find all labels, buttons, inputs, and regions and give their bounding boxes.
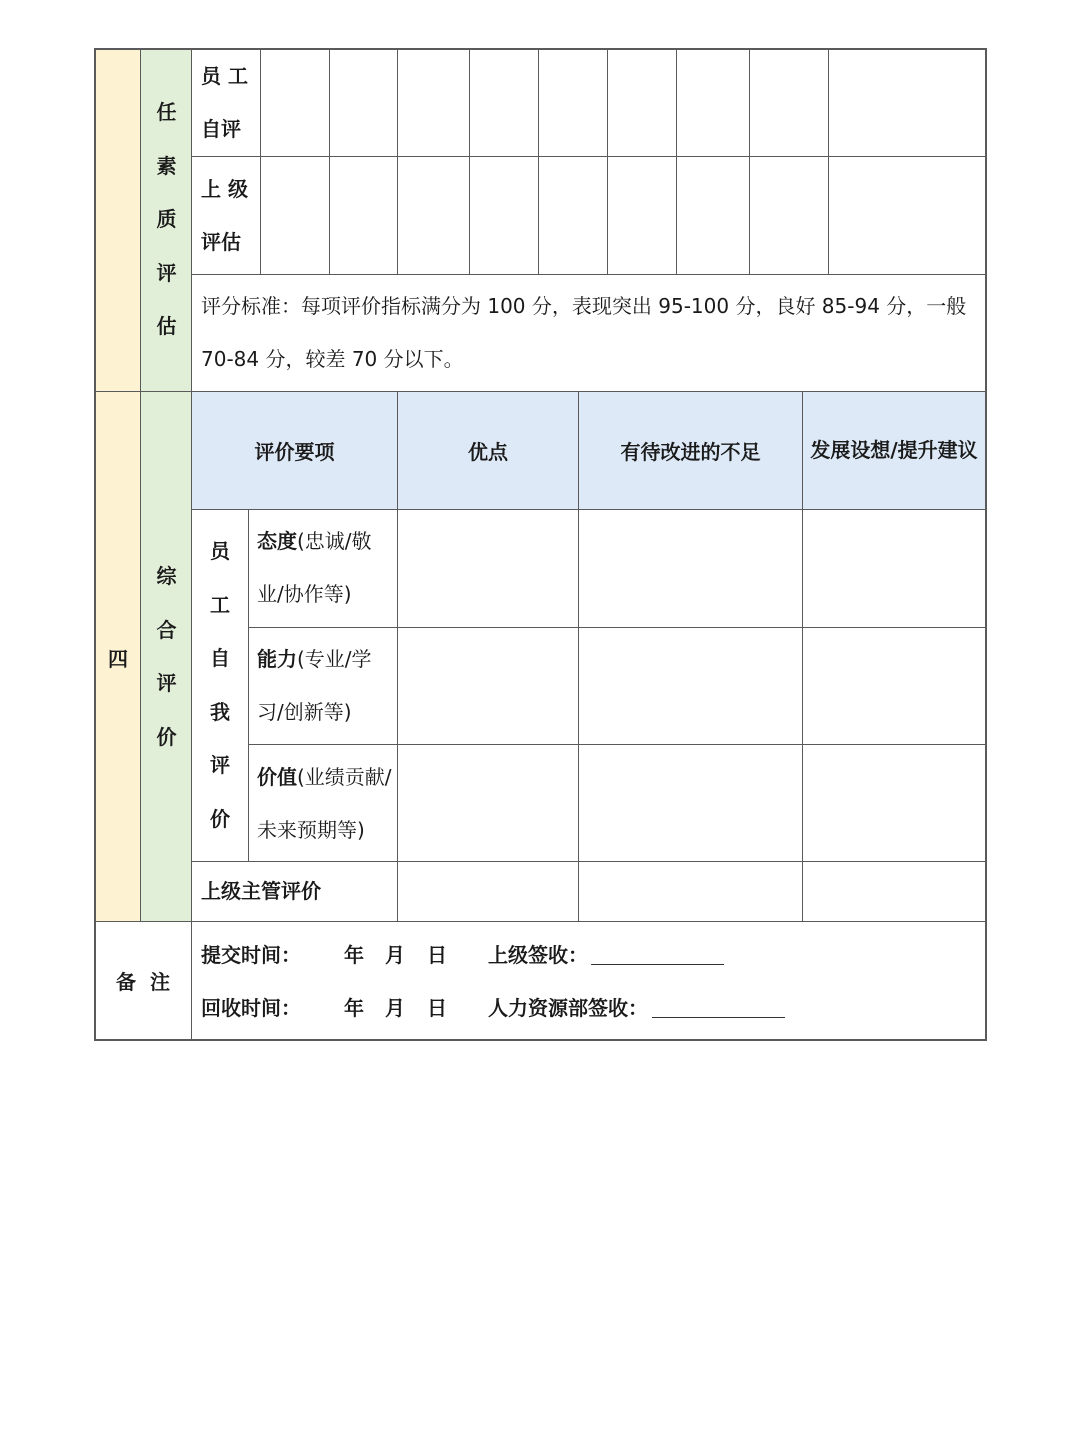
- self-eval-line: 自评: [201, 117, 241, 141]
- overall-evaluation-label: [141, 392, 192, 922]
- receive-year: 年: [344, 996, 364, 1020]
- value-detail: (业绩贡献/未来预期等): [257, 765, 392, 842]
- header-weakness: 有待改进的不足: [620, 440, 761, 464]
- section-number: 四: [108, 646, 128, 671]
- overall-char: 价: [156, 724, 177, 749]
- hr-sign-line[interactable]: [652, 997, 785, 1018]
- self-eval-line: 员 工: [201, 64, 248, 88]
- header-suggestion: [810, 392, 978, 509]
- header-evaluation-item: 评价要项: [254, 440, 335, 464]
- quality-char: 质: [156, 207, 177, 232]
- quality-assessment-label: [141, 49, 192, 391]
- receive-time-label: 回收时间：: [201, 996, 301, 1020]
- ability-item: [257, 633, 393, 739]
- receive-month: 月: [385, 996, 405, 1020]
- quality-char: 估: [156, 314, 177, 339]
- attitude-item: [257, 515, 393, 621]
- quality-char: 素: [156, 153, 177, 178]
- quality-char: 任: [156, 100, 177, 125]
- superior-sign-line[interactable]: [591, 944, 724, 965]
- quality-char: 评: [156, 260, 177, 285]
- ability-detail: (专业/学习/创新等): [257, 647, 372, 724]
- scoring-standard: 评分标准：每项评价指标满分为 100 分，表现突出 95-100 分，良好 85-94 分，一般 70-84 分，较差 70 分以下。: [201, 294, 967, 371]
- submit-day: 日: [427, 943, 447, 967]
- superior-eval-line: 评估: [201, 230, 241, 254]
- remarks-label: 备 注: [116, 970, 170, 994]
- overall-char: 合: [156, 617, 177, 642]
- header-suggestion-text: 发展设想/提升建议: [810, 438, 978, 462]
- self-eval-char: 员: [210, 539, 230, 563]
- overall-char: 综: [156, 564, 177, 588]
- receive-row: [201, 982, 981, 1035]
- overall-char: 评: [156, 671, 177, 695]
- hr-sign-label: 人力资源部签收：: [488, 996, 648, 1020]
- attitude-detail: (忠诚/敬业/协作等): [257, 529, 372, 606]
- header-strength: 优点: [468, 440, 508, 464]
- attitude-title: 态度: [257, 529, 297, 553]
- supervisor-evaluation-label: 上级主管评价: [201, 879, 321, 903]
- value-item: [257, 751, 393, 857]
- submit-month: 月: [385, 943, 405, 967]
- self-eval-char: 评: [210, 753, 230, 777]
- submit-time-label: 提交时间：: [201, 943, 301, 967]
- employee-self-evaluation-label: [192, 525, 248, 846]
- superior-sign-label: 上级签收：: [488, 943, 588, 967]
- receive-day: 日: [427, 996, 447, 1020]
- self-eval-char: 我: [210, 699, 230, 724]
- submit-year: 年: [344, 943, 364, 967]
- superior-eval-label: [201, 163, 259, 269]
- submit-row: [201, 929, 981, 982]
- self-eval-char: 工: [210, 592, 230, 617]
- employee-self-eval-label: [201, 50, 259, 156]
- value-title: 价值: [257, 765, 297, 789]
- self-eval-char: 自: [210, 646, 230, 670]
- self-eval-char: 价: [210, 806, 230, 831]
- superior-eval-line: 上 级: [201, 177, 248, 201]
- ability-title: 能力: [257, 647, 297, 671]
